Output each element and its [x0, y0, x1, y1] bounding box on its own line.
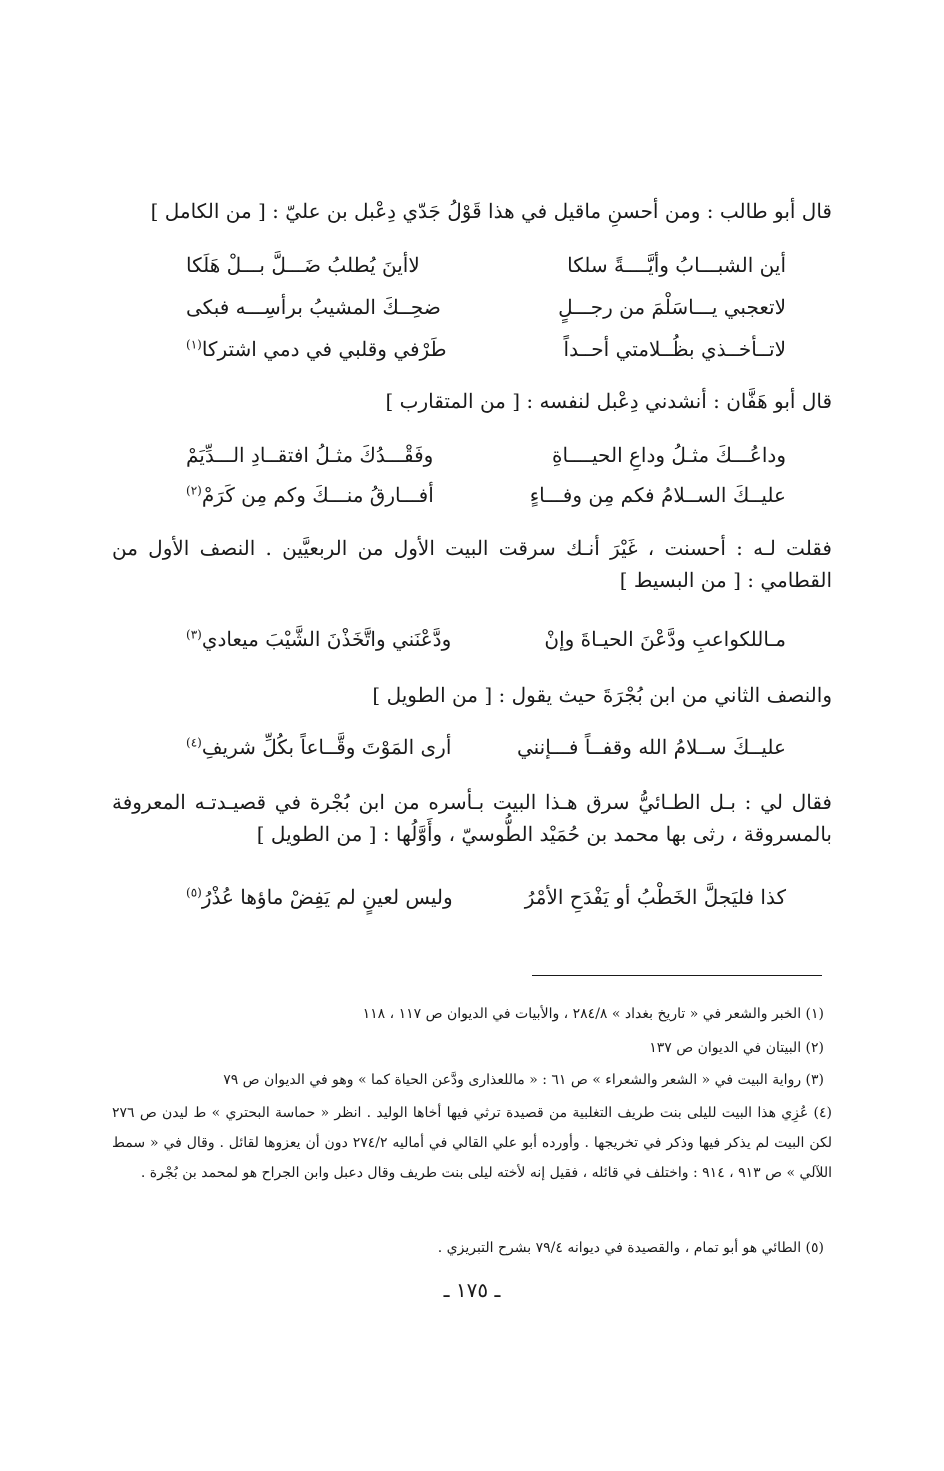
hemistich-right: مـاللكواعبِ ودَّعْنَ الحيـاةَ وإنْ — [544, 627, 786, 651]
hemistich-right: لاتــأخــذي بظُــلامتي أحــداً — [563, 337, 786, 361]
hemistich-left: ضحِــكَ المشيبُ برأسِـــه فبكى — [186, 295, 441, 319]
footnote-marker: (٤) — [186, 735, 202, 750]
hemistich-right: عليــكَ ســلامُ الله وقفــاً فـــإنني — [516, 735, 786, 759]
footnote-marker: (٣) — [186, 627, 202, 642]
poem1-verse-3 — [186, 332, 786, 366]
footnote-3: (٣) رواية البيت في « الشعر والشعراء » ص ٦١ : « ماللعذارى ودَّعن الحياة كما » وهو في الديوان ص ٧٩ — [223, 1072, 824, 1088]
verse-4 — [186, 730, 786, 764]
verse-text: أرى المَوْتَ وقَّــاعاً بكُلِّ شريفِ — [201, 735, 452, 759]
prose-paragraph-2: فقال لي : بـل الطـائيُّ سرق هـذا البيت بـأسره من ابن بُجْرة في قصيـدتـه المعروفة بالمسروقة ، رثى بها محمد بن حُمَيْد الطُّوسيّ ، وأَوَّلُها : [ من الطويل ] — [112, 790, 832, 846]
intro-line-2: قال أبو هَفَّان : أنشدني دِعْبل لنفسه : [ من المتقارب ] — [385, 389, 832, 413]
poem2-verse-1 — [186, 438, 786, 472]
hemistich-right: عليــكَ الســلامُ فكم مِن وفـــاءٍ — [529, 483, 786, 507]
hemistich-right: وداعُـــكَ مثـلُ وداعِ الحيــــاةِ — [552, 443, 786, 467]
prose-paragraph-1: فقلت لـه : أحسنت ، غَيْرَ أنـك سرقت البيت الأول من الربعيَّين . النصف الأول من القطامي : [ من البسيط ] — [112, 536, 832, 592]
footnote-4: (٤) عُزِي هذا البيت لليلى بنت طريف التغلبية من قصيدة ترثي فيها أخاها الوليد . انظر « حماسة البحتري » ط ليدن ص ٢٧٦ لكن البيت لم يذكر فيها وذكر في تخريجها . وأورده أبو علي القالي في أماليه ٢٧٤/٢ دون أن يعزوها لقائل . وقال في « سمط اللآلي » ص ٩١٣ ، ٩١٤ : واختلف في قائله ، فقيل إنه لأخته ليلى بنت طريف وقال دعبل وابن الجراح هو لمحمد بن بُجْرة . — [112, 1105, 832, 1181]
footnote-marker: (٢) — [186, 483, 202, 498]
intro-line-1: قال أبو طالب : ومن أحسنِ ماقيل في هذا قَوْلُ جَدّي دِعْبل بن عليّ : [ من الكامل ] — [150, 199, 832, 223]
hemistich-left — [186, 478, 476, 512]
footnote-5: (٥) الطائي هو أبو تمام ، والقصيدة في ديوانه ٧٩/٤ بشرح التبريزي . — [437, 1240, 824, 1256]
hemistich-left — [186, 880, 476, 914]
hemistich-left: لاأينَ يُطلبُ ضَـــلَّ بـــلْ هَلَكا — [186, 253, 420, 277]
poem1-verse-2 — [186, 290, 786, 324]
verse-5 — [186, 880, 786, 914]
footnote-marker: (٥) — [186, 885, 202, 900]
hemistich-left — [186, 730, 476, 764]
hemistich-right: لاتعجبي يـــاسَلْمَ من رجـــلٍ — [558, 295, 786, 319]
poem1-verse-1 — [186, 248, 786, 282]
hemistich-left: وفَقْـــدُكَ مثـلُ افتقــادِ الـــدِّيَمْ — [186, 443, 434, 467]
verse-text: وليس لعينٍ لم يَفِضْ ماؤها عُذْرُ — [201, 885, 453, 909]
verse-text: ودَّعْنَني واتَّخَذْنَ الشَّيْبَ ميعادي — [201, 627, 452, 651]
footnote-1: (١) الخبر والشعر في « تاريخ بغداد » ٢٨٤/٨ ، والأبيات في الديوان ص ١١٧ ، ١١٨ — [362, 1006, 824, 1022]
hemistich-left — [186, 332, 476, 366]
footnote-separator — [532, 975, 822, 976]
verse-3 — [186, 622, 786, 656]
verse-text: أفـــارقُ منـــكَ وكم مِن كَرَمْ — [201, 483, 434, 507]
hemistich-right: كذا فليَجلَّ الخَطْبُ أو يَفْدَحِ الأمْرُ — [524, 885, 786, 909]
hemistich-left — [186, 622, 476, 656]
footnote-2: (٢) البيتان في الديوان ص ١٣٧ — [649, 1040, 824, 1056]
footnote-marker: (١) — [186, 337, 202, 352]
verse-text: طَرْفي وقلبي في دمي اشتركا — [201, 337, 447, 361]
page-number: ـ ١٧٥ ـ — [443, 1278, 501, 1302]
intro-line-3: والنصف الثاني من ابن بُجْرَةَ حيث يقول : [ من الطويل ] — [372, 683, 832, 707]
poem2-verse-2 — [186, 478, 786, 512]
hemistich-right: أين الشبـــابُ وأيَّــــةً سلكا — [567, 253, 786, 277]
